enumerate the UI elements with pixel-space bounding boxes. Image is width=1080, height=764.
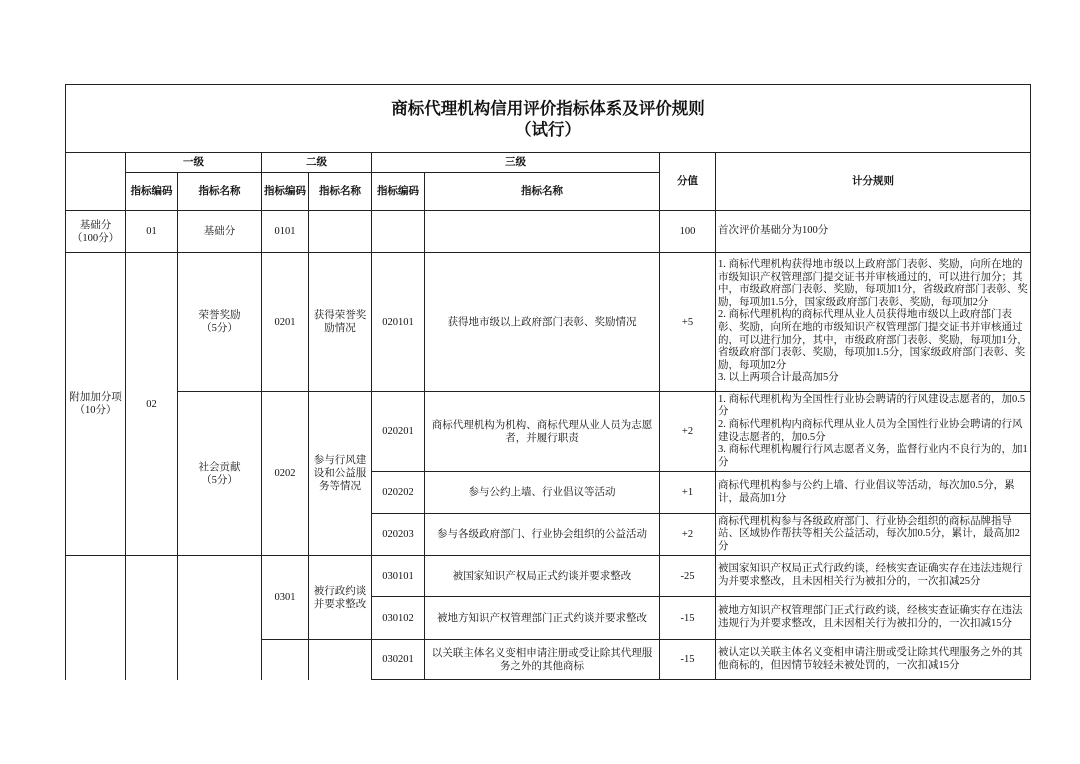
- level3-code-cell: 030101: [372, 556, 425, 597]
- rule-cell: [716, 514, 1031, 556]
- level1-name-cell: [178, 253, 262, 392]
- score-cell: -15: [660, 597, 716, 640]
- rule-text: 3. 以上两项合计最高加5分: [718, 372, 839, 384]
- level1-name-cell: [178, 556, 262, 680]
- category-points: （100分）: [71, 232, 120, 244]
- level2-code-cell: [262, 640, 309, 680]
- header-level3: 三级: [372, 153, 660, 173]
- rule-text: 1. 商标代理机构为全国性行业协会聘请的行风建设志愿者的，加0.5分: [718, 393, 1026, 418]
- level3-name-cell: [425, 211, 660, 253]
- category-cell: [65, 211, 126, 253]
- level3-code-cell: [372, 211, 425, 253]
- header-level1: 一级: [126, 153, 262, 173]
- rule-text: 2. 商标代理机构的商标代理从业人员获得地市级以上政府部门表彰、奖励，向所在地的市级知识产权管理部门提交证书并审核通过的，可以进行加分，其中，市级政府部门表彰、奖励，每项加1分，省级政府部门表彰、奖励，每项加1.5分，国家级政府部门表彰、奖励，每项加2分: [718, 309, 1028, 371]
- rule-text: 2. 商标代理机构内商标代理从业人员为全国性行业协会聘请的行风建设志愿者的，加0.5分: [718, 418, 1023, 443]
- header-level3-name: 指标名称: [425, 173, 660, 211]
- level2-code-cell: 0101: [262, 211, 309, 253]
- score-cell: +5: [660, 253, 716, 392]
- level1-name-cell: 基础分: [178, 211, 262, 253]
- level1-points: （5分）: [201, 474, 238, 486]
- header-level3-code: 指标编码: [372, 173, 425, 211]
- score-cell: -25: [660, 556, 716, 597]
- table-title-cell: [65, 84, 1031, 153]
- document-title: 商标代理机构信用评价指标体系及评价规则: [391, 99, 705, 118]
- rule-cell: [716, 472, 1031, 514]
- level3-code-cell: 020201: [372, 392, 425, 472]
- level3-name: 参与公约上墙、行业倡议等活动: [468, 487, 616, 498]
- level1-code-cell: [126, 556, 178, 680]
- header-rules: 计分规则: [716, 153, 1031, 211]
- level2-name-cell: [309, 392, 372, 556]
- score-cell: +2: [660, 392, 716, 472]
- level3-name-cell: [425, 597, 660, 640]
- rule-cell: [716, 253, 1031, 392]
- rule-text: 被国家知识产权局正式行政约谈，经核实查证确实存在违法违规行为并要求整改，且未因相关行为被扣分的，一次扣减25分: [718, 563, 1023, 587]
- score-cell: +2: [660, 514, 716, 556]
- header-level1-name: 指标名称: [178, 173, 262, 211]
- level3-name: 被地方知识产权管理部门正式约谈并要求整改: [437, 612, 647, 624]
- rule-cell: [716, 556, 1031, 597]
- level1-name: 荣誉奖励: [198, 310, 241, 321]
- level2-code-cell: 0301: [262, 556, 309, 640]
- header-category-cell: [65, 153, 126, 211]
- rule-text: 被地方知识产权管理部门正式行政约谈，经核实查证确实存在违法违规行为并要求整改，且未因相关行为被扣分的，一次扣减15分: [718, 605, 1023, 629]
- level3-name-cell: [425, 472, 660, 514]
- category-cell: [65, 253, 126, 556]
- level2-name: 被行政约谈并要求整改: [313, 585, 367, 610]
- level3-name-cell: [425, 392, 660, 472]
- level3-name: 参与各级政府部门、行业协会组织的公益活动: [437, 529, 647, 540]
- level3-code-cell: 030102: [372, 597, 425, 640]
- category-cell: [65, 556, 126, 680]
- level3-code-cell: 020203: [372, 514, 425, 556]
- level1-points: （5分）: [201, 323, 238, 334]
- level2-name-cell: [309, 253, 372, 392]
- rule-cell: [716, 597, 1031, 640]
- level2-name-cell: [309, 556, 372, 640]
- rule-cell: [716, 211, 1031, 253]
- level2-code-cell: 0202: [262, 392, 309, 556]
- level2-name: 参与行风建设和公益服务等情况: [313, 455, 367, 492]
- header-level2-name: 指标名称: [309, 173, 372, 211]
- rule-text: 1. 商标代理机构获得地市级以上政府部门表彰、奖励，向所在地的市级知识产权管理部门提交证书并审核通过的，可以进行加分；其中，市级政府部门表彰、奖励，每项加1分，省级政府部门表彰、奖励，每项加1.5分，国家级政府部门表彰、奖励，每项加2分: [718, 259, 1028, 308]
- score-cell: +1: [660, 472, 716, 514]
- rule-text: 被认定以关联主体名义变相申请注册或受让除其代理服务之外的其他商标的，但因情节较轻未被处罚的，一次扣减15分: [718, 646, 1023, 671]
- level1-name: 社会贡献: [198, 461, 241, 473]
- header-level2-code: 指标编码: [262, 173, 309, 211]
- level2-name-cell: [309, 640, 372, 680]
- document-subtitle: （试行）: [515, 120, 581, 139]
- rule-text: 商标代理机构参与公约上墙、行业倡议等活动，每次加0.5分，累计，最高加1分: [718, 479, 1015, 504]
- rule-text: 首次评价基础分为100分: [718, 225, 829, 237]
- level3-name-cell: [425, 556, 660, 597]
- rule-text: 3. 商标代理机构履行行风志愿者义务，监督行业内不良行为的，加1分: [718, 444, 1028, 468]
- evaluation-table: [65, 84, 1031, 680]
- level2-name-cell: [309, 211, 372, 253]
- level3-code-cell: 020101: [372, 253, 425, 392]
- level1-code-cell: 01: [126, 211, 178, 253]
- header-level1-code: 指标编码: [126, 173, 178, 211]
- category-name: 基础分: [79, 219, 112, 231]
- level3-code-cell: 030201: [372, 640, 425, 680]
- category-points: （10分）: [74, 405, 117, 416]
- level3-name-cell: [425, 253, 660, 392]
- level3-name-cell: [425, 514, 660, 556]
- score-cell: -15: [660, 640, 716, 680]
- header-level2: 二级: [262, 153, 372, 173]
- level3-name: 获得地市级以上政府部门表彰、奖励情况: [447, 316, 637, 328]
- level3-name: 以关联主体名义变相申请注册或受让除其代理服务之外的其他商标: [431, 647, 653, 672]
- level1-name-cell: [178, 392, 262, 556]
- rule-cell: [716, 640, 1031, 680]
- header-score: 分值: [660, 153, 716, 211]
- level1-code-cell: 02: [126, 253, 178, 556]
- level3-name-cell: [425, 640, 660, 680]
- category-name: 附加加分项: [69, 392, 122, 403]
- score-cell: 100: [660, 211, 716, 253]
- rule-text: 商标代理机构参与各级政府部门、行业协会组织的商标品牌指导站、区域协作帮扶等相关公益活动，每次加0.5分，累计，最高加2分: [718, 515, 1020, 552]
- level3-name: 被国家知识产权局正式约谈并要求整改: [452, 570, 632, 582]
- rule-cell: [716, 392, 1031, 472]
- level2-code-cell: 0201: [262, 253, 309, 392]
- level3-name: 商标代理机构为机构、商标代理从业人员为志愿者，并履行职责: [431, 419, 653, 444]
- level2-name: 获得荣誉奖励情况: [313, 310, 367, 334]
- level3-code-cell: 020202: [372, 472, 425, 514]
